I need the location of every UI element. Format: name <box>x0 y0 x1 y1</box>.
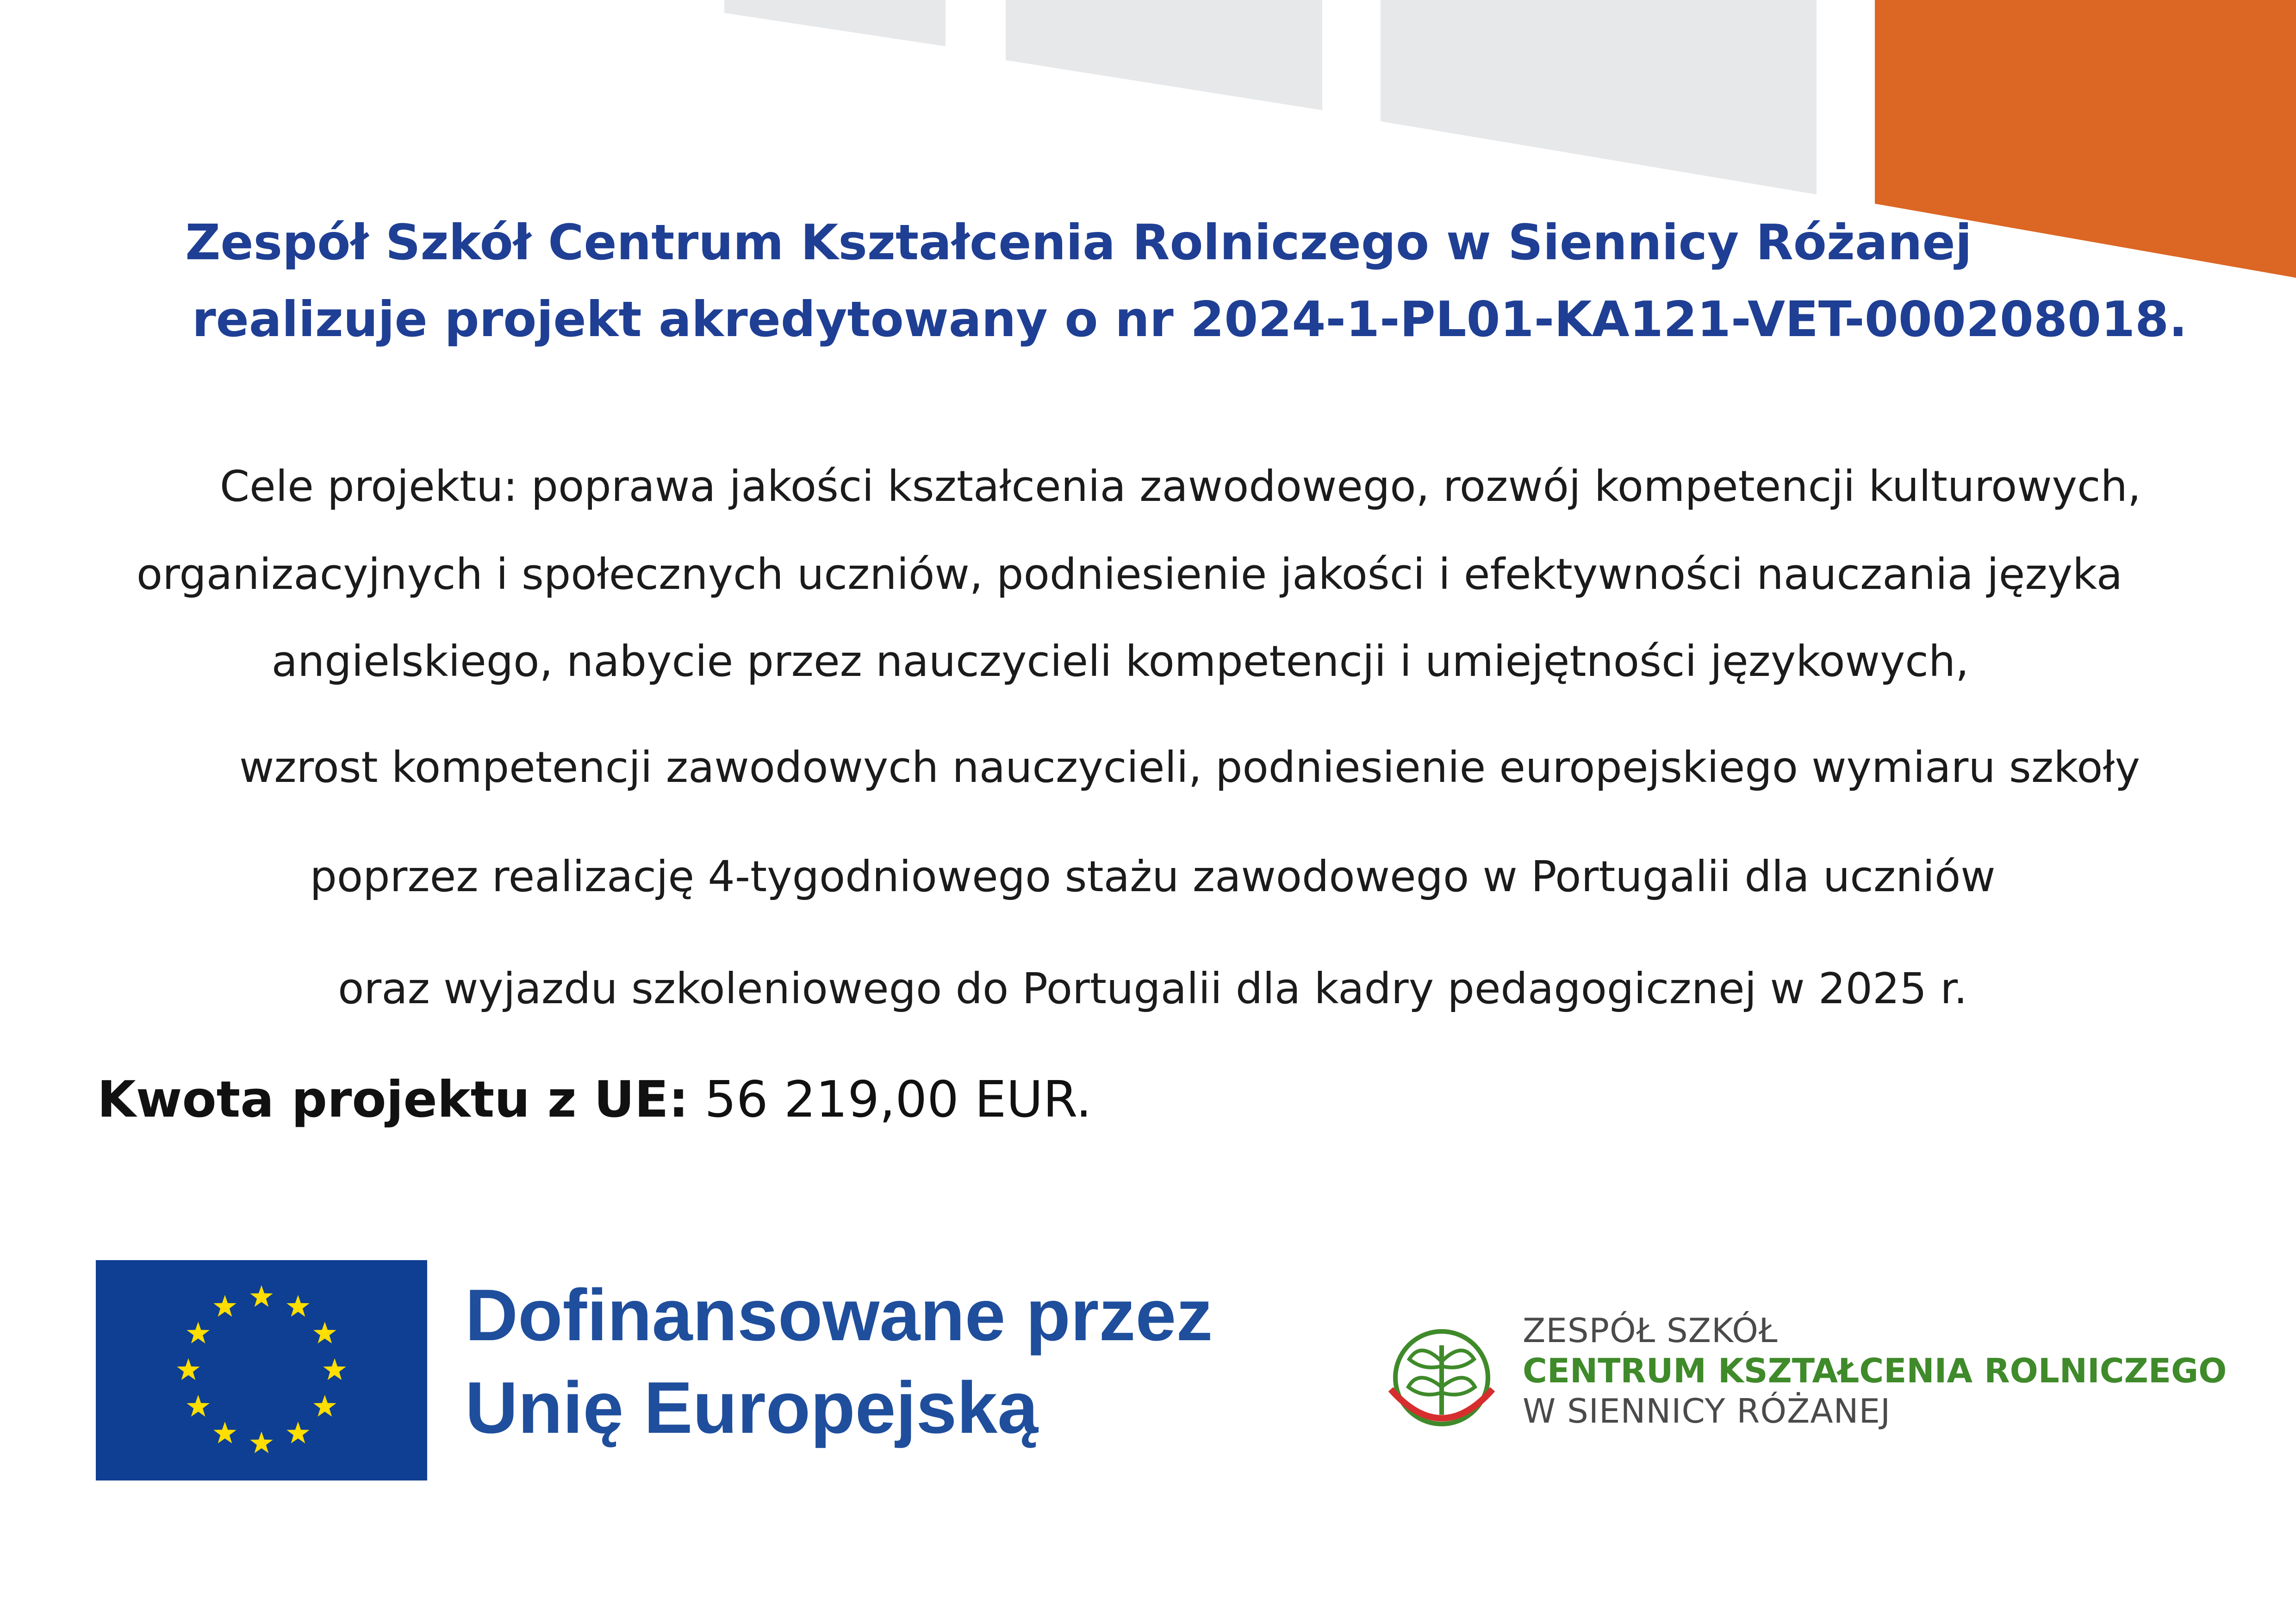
goals-line-4: wzrost kompetencji zawodowych nauczycieli, podniesienie europejskiego wymiaru szkoły <box>239 743 2140 792</box>
goals-line-5: poprzez realizację 4-tygodniowego stażu zawodowego w Portugalii dla uczniów <box>310 852 1996 901</box>
eu-funding-line-2: Unię Europejską <box>465 1367 1039 1449</box>
goals-line-3: angielskiego, nabycie przez nauczycieli kompetencji i umiejętności językowych, <box>271 637 1969 686</box>
gray-shape-2 <box>1006 0 1322 110</box>
school-name-line-3: W SIENNICY RÓŻANEJ <box>1523 1392 1891 1430</box>
gray-shape-1 <box>724 0 946 46</box>
project-amount <box>97 1071 1092 1129</box>
title-line-1: Zespół Szkół Centrum Kształcenia Rolniczego w Siennicy Różanej <box>185 214 1972 271</box>
goals-line-2: organizacyjnych i społecznych uczniów, podniesienie jakości i efektywności nauczania języka <box>136 550 2123 599</box>
amount-label: Kwota projektu z UE: <box>97 1071 689 1129</box>
eu-funding-line-1: Dofinansowane przez <box>465 1274 1213 1356</box>
goals-line-6: oraz wyjazdu szkoleniowego do Portugalii dla kadry pedagogicznej w 2025 r. <box>338 964 1967 1013</box>
amount-value: 56 219,00 EUR. <box>704 1071 1092 1129</box>
gray-shape-3 <box>1381 0 1817 194</box>
plant-logo-icon <box>1377 1308 1506 1443</box>
eu-flag-icon <box>96 1260 427 1480</box>
title-line-2: realizuje projekt akredytowany o nr 2024-1-PL01-KA121-VET-000208018. <box>192 291 2188 348</box>
goals-line-1: Cele projektu: poprawa jakości kształcenia zawodowego, rozwój kompetencji kulturowych, <box>219 462 2141 511</box>
school-name-line-2: CENTRUM KSZTAŁCENIA ROLNICZEGO <box>1523 1351 2227 1390</box>
school-name-line-1: ZESPÓŁ SZKÓŁ <box>1523 1311 1778 1350</box>
